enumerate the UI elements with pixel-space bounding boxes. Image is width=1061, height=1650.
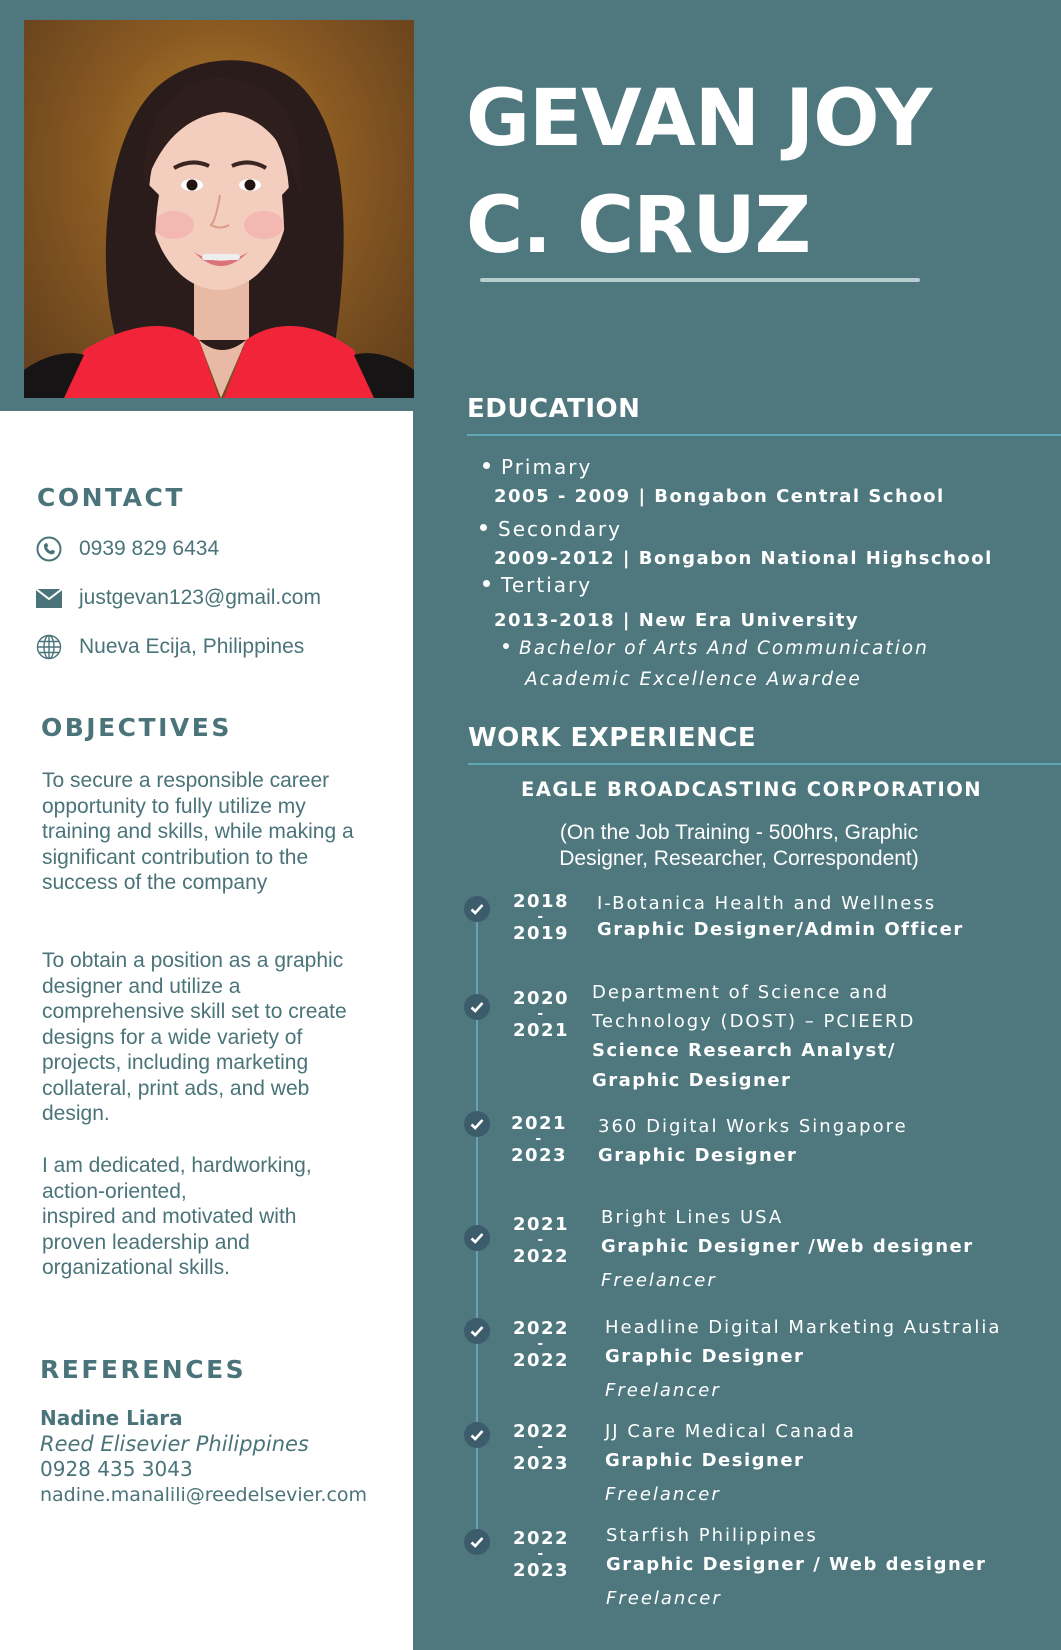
job-entry (606, 1521, 986, 1614)
globe-icon (36, 634, 62, 660)
job-title: Graphic Designer (605, 1450, 805, 1471)
objective-paragraph-1 (42, 768, 354, 896)
text-line: organizational skills. (42, 1256, 230, 1279)
text-line: action-oriented, (42, 1179, 187, 1203)
education-tertiary-school: 2013-2018 | New Era University (494, 610, 860, 631)
level-label: Primary (501, 455, 593, 479)
education-divider (467, 434, 1061, 436)
objective-paragraph-2 (42, 948, 347, 1127)
bullet-icon (483, 580, 490, 587)
job-years (509, 1528, 573, 1582)
ojt-company: EAGLE BROADCASTING CORPORATION (521, 778, 983, 801)
year-separator: - (537, 1232, 545, 1248)
job-company: I-Botanica Health and Wellness (597, 893, 937, 914)
name-line-2: C. CRUZ (466, 181, 811, 271)
year-end: 2019 (512, 923, 570, 944)
text-line: projects, including marketing (42, 1051, 309, 1074)
reference-phone: 0928 435 3043 (40, 1457, 193, 1481)
education-degree (503, 638, 929, 659)
check-icon (464, 1225, 490, 1251)
objective-paragraph-3 (42, 1153, 312, 1281)
job-entry (592, 978, 915, 1096)
education-secondary-school: 2009-2012 | Bongabon National Highschool (494, 548, 993, 569)
email-link[interactable]: justgevan123@gmail.com (79, 586, 321, 609)
text-line: design. (42, 1102, 110, 1125)
reference-name: Nadine Liara (40, 1406, 183, 1430)
year-separator: - (537, 1439, 545, 1455)
job-title: Science Research Analyst/ (592, 1040, 896, 1061)
text-line: opportunity to fully utilize my (42, 794, 306, 818)
year-start: 2022 (512, 1318, 570, 1339)
job-title: Graphic Designer (592, 1070, 792, 1091)
job-company: Starfish Philippines (606, 1525, 818, 1546)
job-company: Technology (DOST) – PCIEERD (592, 1011, 916, 1032)
job-years (509, 1318, 573, 1372)
year-end: 2023 (512, 1560, 570, 1581)
year-end: 2023 (512, 1453, 570, 1474)
profile-photo (24, 20, 414, 398)
contact-phone (36, 536, 219, 562)
job-company: Department of Science and (592, 982, 890, 1003)
phone-icon (36, 536, 62, 562)
text-line: inspired and motivated with (42, 1205, 297, 1228)
check-icon (464, 1318, 490, 1344)
contact-email (36, 585, 321, 611)
text-line: significant contribution to the (42, 845, 309, 869)
reference-entry (40, 1406, 367, 1508)
level-label: Secondary (498, 517, 622, 541)
contact-location (36, 634, 304, 660)
text-line: designs for a wide variety of (42, 1025, 303, 1049)
text-line: training and skills, while making a (42, 820, 354, 843)
job-title: Graphic Designer /Web designer (601, 1236, 974, 1257)
education-level-secondary (480, 517, 622, 541)
text-line: success of the company (42, 871, 268, 894)
job-company: 360 Digital Works Singapore (598, 1116, 908, 1137)
job-years (509, 1421, 573, 1475)
year-start: 2021 (512, 1214, 570, 1235)
year-separator: - (537, 1006, 545, 1022)
text-line: designer and utilize a (42, 974, 241, 998)
contact-heading: CONTACT (37, 483, 185, 512)
job-type: Freelancer (605, 1380, 721, 1401)
references-heading: REFERENCES (40, 1355, 247, 1384)
check-icon (464, 896, 490, 922)
year-start: 2021 (510, 1113, 568, 1134)
year-separator: - (535, 1131, 543, 1147)
job-type: Freelancer (601, 1270, 717, 1291)
objectives-heading: OBJECTIVES (41, 713, 232, 742)
degree-label: Bachelor of Arts And Communication (519, 638, 929, 659)
text-line: (On the Job Training - 500hrs, Graphic (559, 821, 919, 844)
job-type: Freelancer (605, 1484, 721, 1505)
work-divider (468, 763, 1061, 765)
job-company: Headline Digital Marketing Australia (605, 1317, 1002, 1338)
level-label: Tertiary (501, 573, 593, 597)
phone-link[interactable]: 0939 829 6434 (79, 537, 220, 560)
check-icon (464, 994, 490, 1020)
ojt-description (519, 820, 959, 872)
education-award: Academic Excellence Awardee (525, 669, 862, 690)
job-years (509, 988, 573, 1042)
work-heading: WORK EXPERIENCE (468, 723, 757, 753)
job-entry (605, 1417, 856, 1510)
name-line-1: GEVAN JOY (466, 74, 932, 164)
text-line: To secure a responsible career (42, 769, 330, 792)
education-primary-school: 2005 - 2009 | Bongabon Central School (494, 486, 945, 507)
bullet-icon (503, 643, 509, 649)
job-entry (605, 1313, 1001, 1406)
name-divider (480, 278, 920, 282)
year-end: 2022 (512, 1350, 570, 1371)
job-title: Graphic Designer/Admin Officer (597, 919, 964, 940)
year-end: 2022 (512, 1246, 570, 1267)
text-line: Designer, Researcher, Correspondent) (559, 847, 919, 870)
job-title: Graphic Designer (598, 1145, 798, 1166)
job-company: Bright Lines USA (601, 1207, 784, 1228)
year-start: 2022 (512, 1421, 570, 1442)
job-entry (598, 1112, 908, 1171)
job-years (509, 891, 573, 945)
job-entry (601, 1203, 974, 1296)
year-start: 2018 (512, 891, 570, 912)
text-line: To obtain a position as a graphic (42, 949, 344, 972)
year-separator: - (537, 1546, 545, 1562)
bullet-icon (483, 462, 490, 469)
job-entry (597, 889, 964, 945)
check-icon (464, 1529, 490, 1555)
job-title: Graphic Designer (605, 1346, 805, 1367)
text-line: I am dedicated, hardworking, (42, 1154, 312, 1177)
reference-company: Reed Elisevier Philippines (40, 1431, 309, 1456)
reference-email[interactable]: nadine.manalili@reedelsevier.com (40, 1483, 368, 1506)
education-level-primary (483, 455, 592, 479)
education-heading: EDUCATION (467, 394, 641, 424)
job-years (507, 1113, 571, 1167)
text-line: collateral, print ads, and web (42, 1076, 310, 1100)
year-separator: - (537, 909, 545, 925)
location-text: Nueva Ecija, Philippines (79, 635, 305, 658)
education-level-tertiary (483, 573, 592, 597)
job-years (509, 1214, 573, 1268)
job-company: JJ Care Medical Canada (605, 1421, 856, 1442)
bullet-icon (480, 524, 487, 531)
year-end: 2021 (512, 1020, 570, 1041)
job-title: Graphic Designer / Web designer (606, 1554, 987, 1575)
year-separator: - (537, 1336, 545, 1352)
text-line: proven leadership and (42, 1230, 250, 1254)
year-start: 2020 (512, 988, 570, 1009)
year-end: 2023 (510, 1145, 568, 1166)
check-icon (464, 1422, 490, 1448)
check-icon (464, 1111, 490, 1137)
portrait-illustration (24, 20, 414, 398)
year-start: 2022 (512, 1528, 570, 1549)
job-type: Freelancer (606, 1588, 722, 1609)
text-line: comprehensive skill set to create (42, 1000, 347, 1023)
envelope-icon (36, 585, 62, 611)
